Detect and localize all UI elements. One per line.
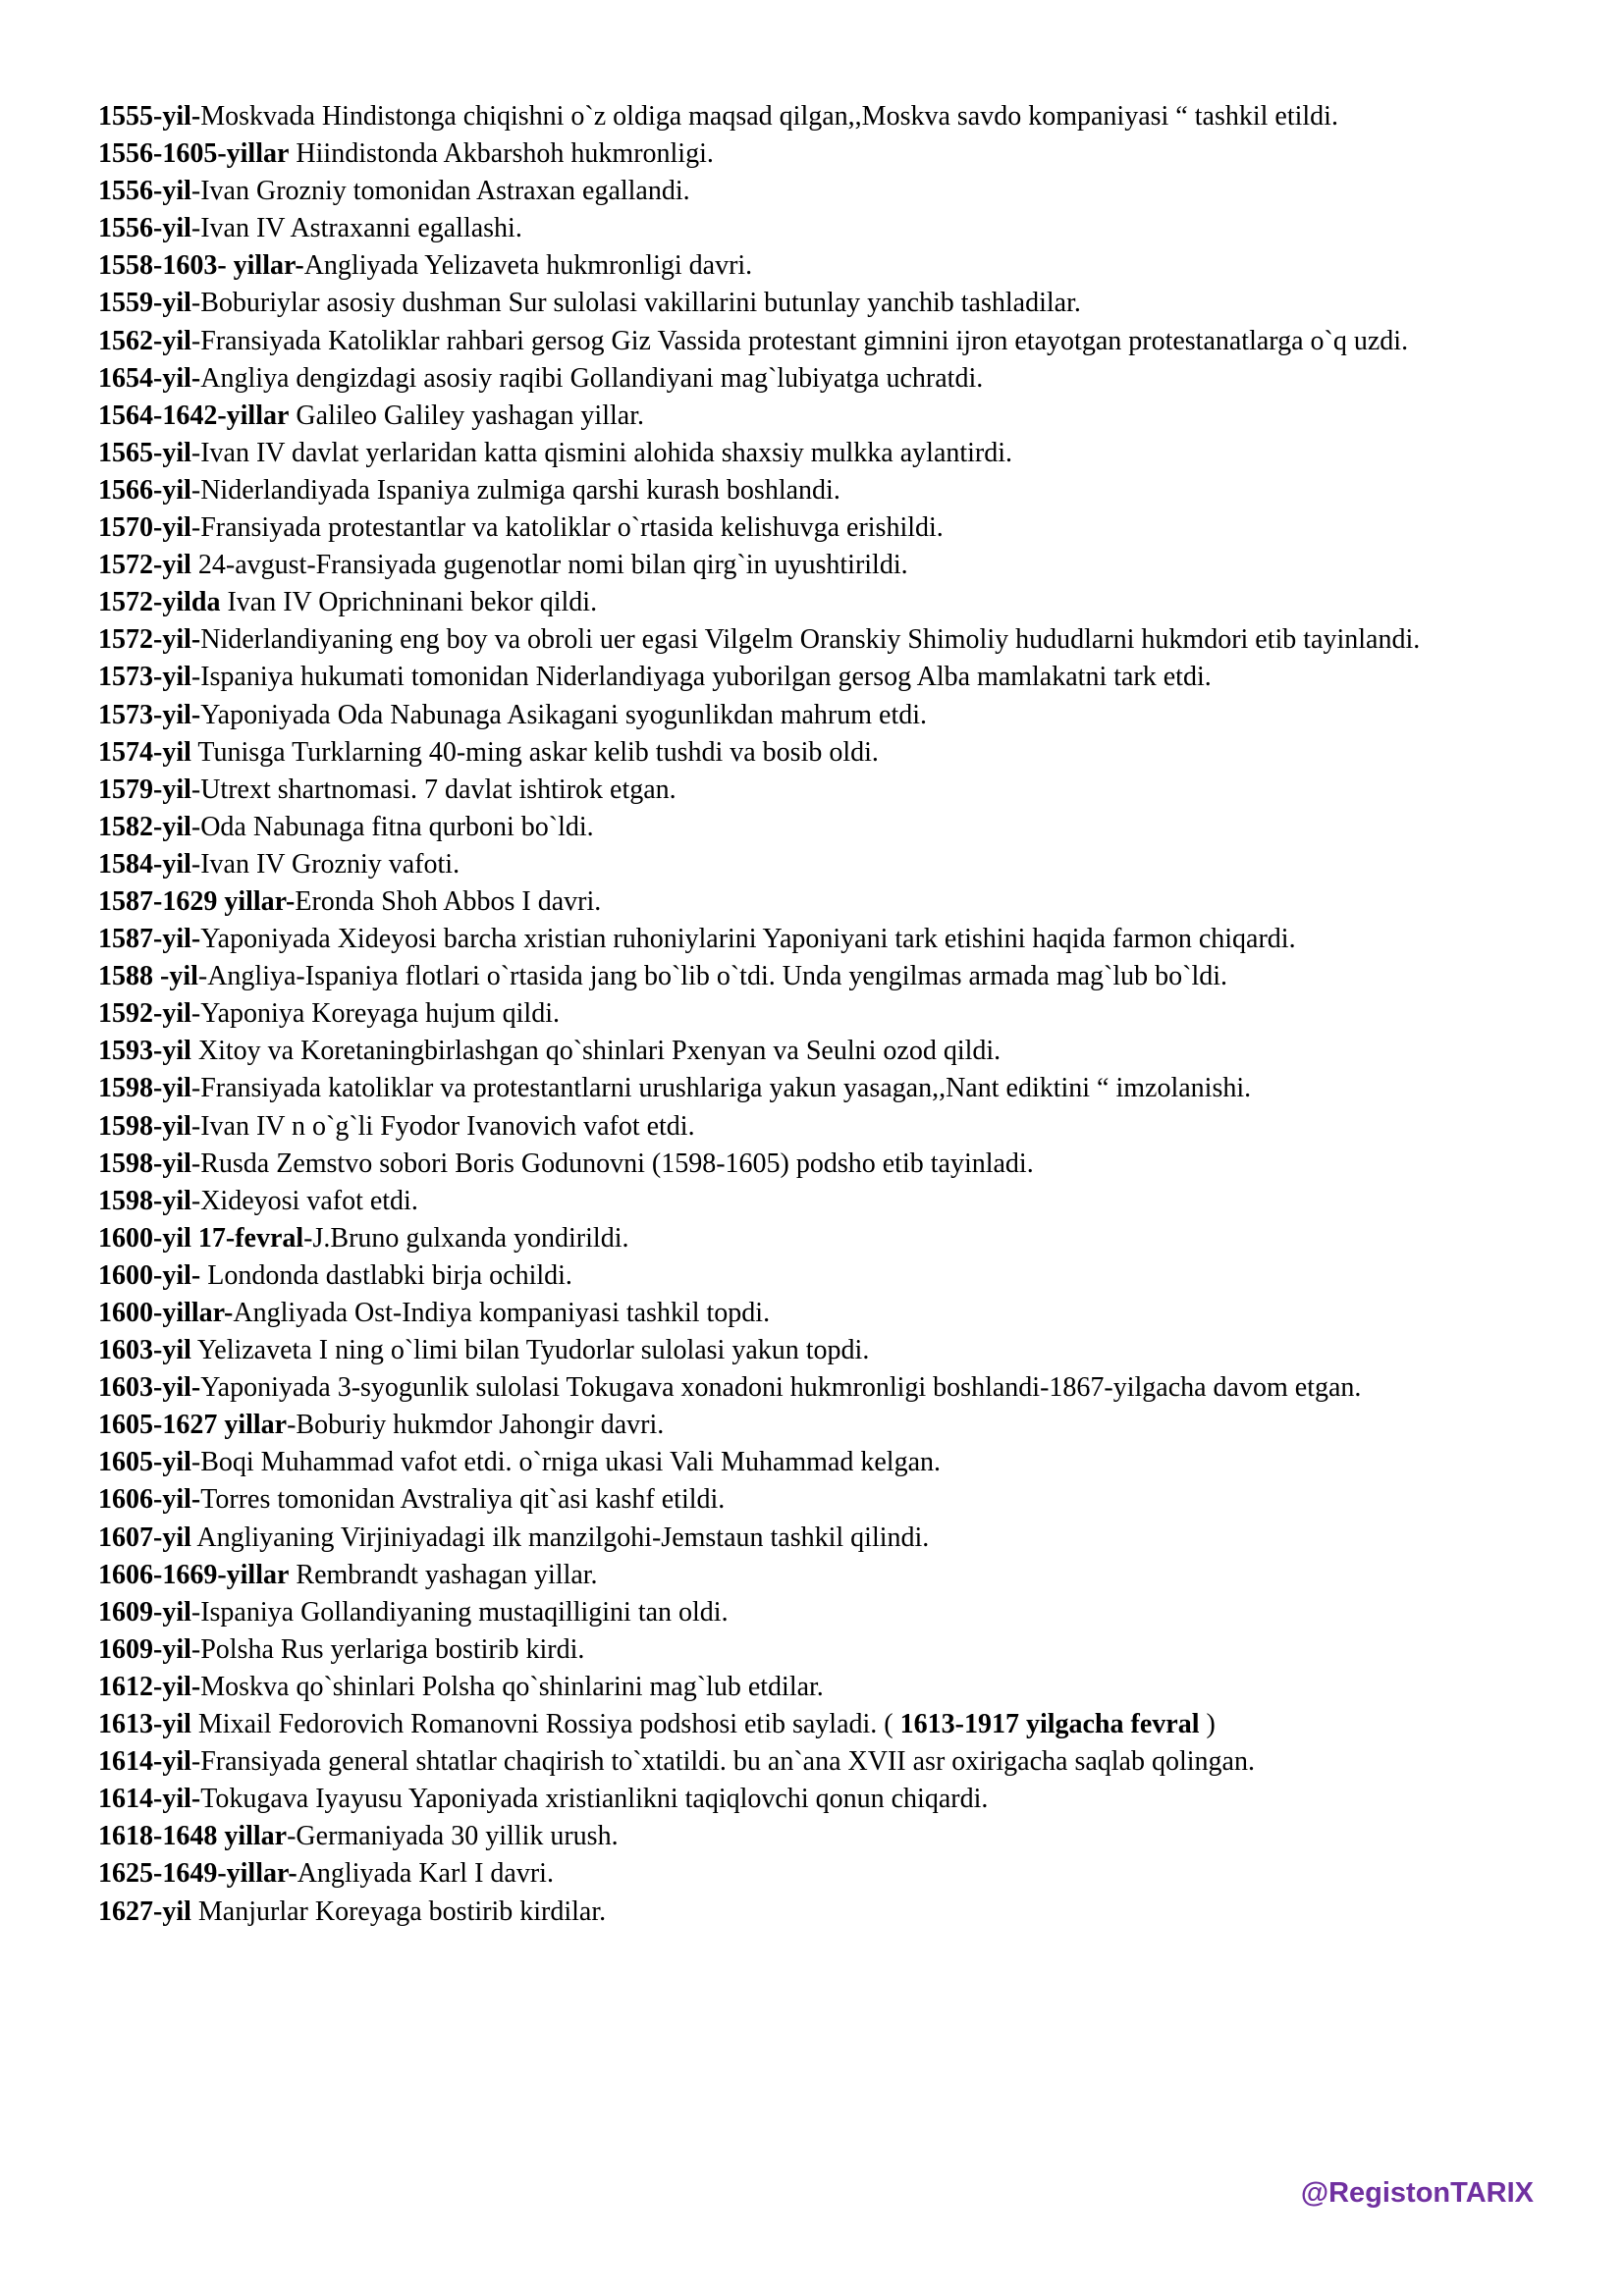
entry-year: 1618-1648 yillar [98, 1821, 288, 1852]
entry-text: Tunisga Turklarning 40-ming askar kelib tushdi va bosib oldi. [190, 736, 879, 768]
entry-text: -Fransiyada protestantlar va katoliklar o`rtasida kelishuvga erishildi. [190, 512, 944, 544]
chronology-entry [98, 1669, 1534, 1706]
entry-text: -Niderlandiyada Ispaniya zulmiga qarshi kurash boshlandi. [190, 474, 840, 506]
entry-text: Angliyada Karl I davri. [297, 1858, 554, 1890]
entry-text: -J.Bruno gulxanda yondirildi. [303, 1222, 629, 1254]
entry-text: Galileo Galiley yashagan yillar. [289, 400, 644, 431]
chronology-entry [98, 1594, 1534, 1631]
entry-year: 1607-yil [98, 1522, 191, 1553]
chronology-entry [98, 435, 1534, 472]
chronology-entry [98, 247, 1534, 285]
chronology-entry [98, 398, 1534, 435]
chronology-entry [98, 323, 1534, 360]
entry-year: 1587-yil- [98, 924, 201, 955]
chronology-entry [98, 1295, 1534, 1332]
entry-text: Angliya dengizdagi asosiy raqibi Gollandiyani mag`lubiyatga uchratdi. [200, 362, 984, 394]
entry-year: 1570-yil [98, 512, 191, 544]
entry-text: -Angliya-Ispaniya flotlari o`rtasida jang bo`lib o`tdi. Unda yengilmas armada mag`lub bo`ldi. [197, 961, 1228, 992]
channel-watermark: @RegistonTARIX [1300, 2177, 1534, 2209]
entry-text: -Ivan IV Grozniy vafoti. [190, 848, 460, 880]
entry-year: 1573-yil [98, 662, 191, 693]
entry-year: 1654-yil- [98, 362, 201, 394]
chronology-entry [98, 1818, 1534, 1855]
entry-year: 1564-1642-yillar [98, 400, 290, 431]
entry-year: 1572-yil [98, 550, 191, 581]
chronology-entry [98, 621, 1534, 659]
chronology-entry [98, 1781, 1534, 1818]
chronology-entry [98, 995, 1534, 1033]
chronology-entry [98, 1332, 1534, 1369]
entry-text: Torres tomonidan Avstraliya qit`asi kashf etildi. [200, 1484, 726, 1516]
entry-text: -Fransiyada Katoliklar rahbari gersog Giz Vassida protestant gimnini ijron etayotgan protestanatlarga o`q uzdi. [190, 325, 1409, 356]
entry-text: Moskvada Hindistonga chiqishni o`z oldiga maqsad qilgan,,Moskva savdo kompaniyasi “ tashkil etildi. [200, 101, 1338, 132]
chronology-entry [98, 98, 1534, 135]
chronology-entry [98, 958, 1534, 995]
entry-year: 1558-1603- yillar- [98, 250, 304, 282]
chronology-entry [98, 1146, 1534, 1183]
entry-text: -Yaponiya Koreyaga hujum qildi. [190, 998, 560, 1030]
entry-year: 1573-yil- [98, 699, 201, 730]
entry-year: 1566-yil [98, 474, 191, 506]
entry-year: 1556-yil [98, 176, 191, 207]
chronology-entry [98, 1855, 1534, 1893]
entry-text: Yaponiyada 3-syogunlik sulolasi Tokugava xonadoni hukmronligi boshlandi-1867-yilgacha davom etgan. [200, 1372, 1362, 1404]
chronology-entry [98, 173, 1534, 210]
entry-text: Tokugava Iyayusu Yaponiyada xristianlikni taqiqlovchi qonun chiqardi. [200, 1784, 989, 1815]
entry-text: -Oda Nabunaga fitna qurboni bo`ldi. [190, 811, 594, 842]
chronology-entry [98, 1894, 1534, 1931]
entry-year: 1598-yil [98, 1110, 191, 1142]
chronology-entry [98, 285, 1534, 322]
entry-year: 1555-yil- [98, 101, 201, 132]
entry-year: 1605-1627 yillar [98, 1410, 288, 1441]
entry-year: 1574-yil [98, 736, 191, 768]
entry-text: Yelizaveta I ning o`limi bilan Tyudorlar sulolasi yakun topdi. [190, 1335, 870, 1366]
chronology-entry [98, 584, 1534, 621]
entry-year: 1625-1649-yillar- [98, 1858, 298, 1890]
entry-text: Mixail Fedorovich Romanovni Rossiya podshosi etib sayladi. ( [190, 1709, 900, 1740]
entry-year: 1582-yil [98, 811, 191, 842]
entry-text: Hiindistonda Akbarshoh hukmronligi. [289, 138, 714, 170]
entry-text: -Rusda Zemstvo sobori Boris Godunovni (1598-1605) podsho etib tayinladi. [190, 1148, 1034, 1179]
chronology-entry [98, 509, 1534, 547]
chronology-entry [98, 1108, 1534, 1146]
entry-year: 1605-yil [98, 1447, 191, 1478]
chronology-entry [98, 1743, 1534, 1781]
entry-year: 1593-yil [98, 1036, 191, 1067]
entry-text: Rembrandt yashagan yillar. [289, 1559, 598, 1590]
chronology-entry [98, 1033, 1534, 1070]
entry-year-range: 1613-1917 yilgacha fevral [899, 1709, 1200, 1740]
chronology-entry [98, 659, 1534, 696]
chronology-entry [98, 697, 1534, 734]
entry-text: -Xideyosi vafot etdi. [190, 1185, 418, 1216]
chronology-entry [98, 1070, 1534, 1107]
entry-year: 1600-yil 17-fevral [98, 1222, 304, 1254]
chronology-entry [98, 1520, 1534, 1557]
entry-year: 1588 -yil [98, 961, 198, 992]
chronology-entry [98, 1220, 1534, 1257]
chronology-entry [98, 1257, 1534, 1295]
chronology-entry [98, 1407, 1534, 1444]
entry-year: 1556-1605-yillar [98, 138, 290, 170]
entry-text: -Boburiylar asosiy dushman Sur sulolasi vakillarini butunlay yanchib tashladilar. [190, 288, 1081, 319]
entry-text: Eronda Shoh Abbos I davri. [295, 885, 602, 917]
entry-text: Angliyaning Virjiniyadagi ilk manzilgohi-Jemstaun tashkil qilindi. [190, 1522, 930, 1553]
entry-text: -Ivan IV Astraxanni egallashi. [190, 213, 522, 244]
chronology-entry [98, 883, 1534, 921]
entry-text: -Ivan Grozniy tomonidan Astraxan egallandi. [190, 176, 690, 207]
chronology-entry [98, 1706, 1534, 1743]
entry-year: 1562-yil [98, 325, 191, 356]
chronology-entry [98, 1444, 1534, 1481]
chronology-entry [98, 547, 1534, 584]
entry-text: -Boqi Muhammad vafot etdi. o`rniga ukasi Vali Muhammad kelgan. [190, 1447, 941, 1478]
entry-year: 1613-yil [98, 1709, 191, 1740]
entry-year: 1592-yil [98, 998, 191, 1030]
entry-year: 1598-yil [98, 1073, 191, 1104]
entry-text: Angliyada Yelizaveta hukmronligi davri. [303, 250, 753, 282]
entry-year: 1606-yil- [98, 1484, 201, 1516]
entry-text: -Ispaniya Gollandiyaning mustaqilligini tan oldi. [190, 1596, 729, 1628]
chronology-entry [98, 809, 1534, 846]
entry-text: Angliyada Ost-Indiya kompaniyasi tashkil topdi. [233, 1298, 771, 1328]
entry-text: -Fransiyada katoliklar va protestantlarni urushlariga yakun yasagan,,Nant ediktini “ imzolanishi. [190, 1073, 1252, 1104]
entry-text: Yaponiyada Xideyosi barcha xristian ruhoniylarini Yaponiyani tark etishini haqida farmon chiqardi. [200, 924, 1296, 955]
entry-year: 1556-yil [98, 213, 191, 244]
entry-year: 1600-yil- [98, 1259, 201, 1291]
chronology-entry [98, 734, 1534, 772]
entry-year: 1565-yil [98, 437, 191, 468]
chronology-entry [98, 1631, 1534, 1669]
chronology-entry [98, 921, 1534, 958]
entry-year: 1572-yilda [98, 587, 221, 618]
entry-text: -Polsha Rus yerlariga bostirib kirdi. [190, 1633, 585, 1665]
entry-text-tail: ) [1199, 1709, 1216, 1740]
entry-year: 1572-yil- [98, 624, 201, 656]
chronology-entry [98, 135, 1534, 173]
entry-text: -Ispaniya hukumati tomonidan Niderlandiyaga yuborilgan gersog Alba mamlakatni tark etdi. [190, 662, 1212, 693]
entry-year: 1584-yil [98, 848, 191, 880]
entry-text: Niderlandiyaning eng boy va obroli uer egasi Vilgelm Oranskiy Shimoliy hududlarni hukmdori etib tayinlandi. [200, 624, 1421, 656]
entry-year: 1587-1629 yillar- [98, 885, 296, 917]
entry-text: -Boburiy hukmdor Jahongir davri. [287, 1410, 665, 1441]
chronology-entry [98, 846, 1534, 883]
chronology-entry [98, 1369, 1534, 1407]
chronology-entry [98, 360, 1534, 398]
entry-text: -Germaniyada 30 yillik urush. [287, 1821, 619, 1852]
entry-text: -Fransiyada general shtatlar chaqirish to`xtatildi. bu an`ana XVII asr oxirigacha saqlab qolingan. [190, 1746, 1255, 1778]
chronology-entry [98, 472, 1534, 509]
chronology-entry [98, 210, 1534, 247]
entry-year: 1598-yil [98, 1185, 191, 1216]
entry-text: Moskva qo`shinlari Polsha qo`shinlarini mag`lub etdilar. [200, 1671, 824, 1702]
entry-year: 1598-yil [98, 1148, 191, 1179]
entry-year: 1606-1669-yillar [98, 1559, 290, 1590]
entry-text: Xitoy va Koretaningbirlashgan qo`shinlari Pxenyan va Seulni ozod qildi. [190, 1036, 1001, 1067]
entry-year: 1609-yil [98, 1633, 191, 1665]
entry-year: 1614-yil [98, 1746, 191, 1778]
entry-text: 24-avgust-Fransiyada gugenotlar nomi bilan qirg`in uyushtirildi. [190, 550, 908, 581]
entry-year: 1579-yil [98, 774, 191, 805]
entry-text: Manjurlar Koreyaga bostirib kirdilar. [190, 1896, 607, 1927]
entry-year: 1614-yil- [98, 1784, 201, 1815]
chronology-entry [98, 1481, 1534, 1519]
entry-year: 1612-yil- [98, 1671, 201, 1702]
entry-text: -Utrext shartnomasi. 7 davlat ishtirok etgan. [190, 774, 677, 805]
entry-text: -Ivan IV n o`g`li Fyodor Ivanovich vafot etdi. [190, 1110, 695, 1142]
chronology-entry [98, 772, 1534, 809]
chronology-entry [98, 1557, 1534, 1594]
entry-year: 1603-yil- [98, 1372, 201, 1404]
entry-year: 1559-yil [98, 288, 191, 319]
entry-text: Londonda dastlabki birja ochildi. [200, 1259, 572, 1291]
chronology-entry [98, 1183, 1534, 1220]
entry-year: 1600-yillar- [98, 1298, 234, 1328]
entry-year: 1609-yil [98, 1596, 191, 1628]
chronology-list [98, 98, 1534, 1931]
entry-text: Ivan IV Oprichninani bekor qildi. [220, 587, 598, 618]
entry-text: Yaponiyada Oda Nabunaga Asikagani syogunlikdan mahrum etdi. [200, 699, 928, 730]
entry-year: 1627-yil [98, 1896, 191, 1927]
entry-year: 1603-yil [98, 1335, 191, 1366]
entry-text: -Ivan IV davlat yerlaridan katta qismini alohida shaxsiy mulkka aylantirdi. [190, 437, 1013, 468]
